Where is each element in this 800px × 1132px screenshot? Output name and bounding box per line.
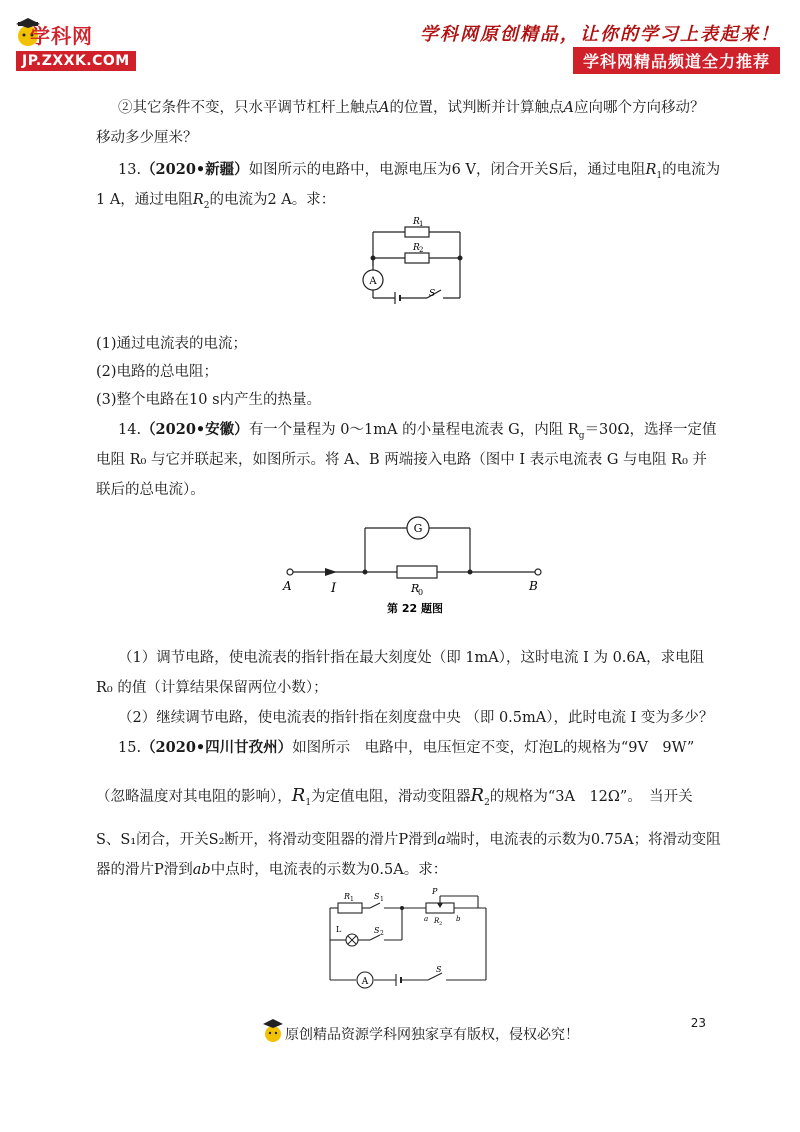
svg-text:R: R <box>413 243 420 253</box>
q13-line2: 1 A，通过电阻$R_2$的电流为2 A。求： <box>96 192 336 211</box>
svg-text:R: R <box>434 917 440 925</box>
svg-text:2: 2 <box>439 921 443 927</box>
svg-text:S: S <box>436 965 442 974</box>
logo-text: 学科网 <box>30 24 93 48</box>
q14-line1: 14.（2020•安徽）有一个量程为 0～1mA 的小量程电流表 G，内阻 $R_g=30\Omega$，选择一定值 <box>118 421 717 441</box>
q15-line4: 器的滑片P滑到ab中点时，电流表的示数为0.5A。求： <box>96 862 448 878</box>
q13-circuit-diagram <box>355 210 470 310</box>
svg-text:G: G <box>413 522 423 535</box>
svg-text:L: L <box>336 925 342 934</box>
svg-text:R: R <box>411 582 420 595</box>
current-arrow-icon <box>325 568 337 576</box>
q13-sub3: (3)整个电路在10 s内产生的热量。 <box>96 392 322 408</box>
header-banner: 学科网精品频道全力推荐 <box>573 47 780 74</box>
svg-text:R: R <box>413 217 420 227</box>
q13-sub2: (2)电路的总电阻； <box>96 364 219 380</box>
svg-text:A: A <box>361 977 369 987</box>
q13-sub1: (1)通过电流表的电流； <box>96 336 248 352</box>
q14-line2: 电阻 R₀ 与它并联起来，如图所示。将 A、B 两端接入电路（图中 I 表示电流表 G 与电阻 R₀ 并 <box>96 452 707 468</box>
logo-url: JP.ZXXK.COM <box>16 51 136 71</box>
q15-line3: S、S₁闭合，开关S₂断开，将滑动变阻器的滑片P滑到a端时，电流表的示数为0.75A；将滑动变阻 <box>96 832 721 848</box>
footer-mascot-icon <box>262 1018 284 1046</box>
svg-text:a: a <box>424 915 429 923</box>
svg-text:S: S <box>374 892 380 901</box>
q15-circuit-diagram <box>318 888 498 993</box>
svg-text:1: 1 <box>350 896 354 903</box>
q13-line1: 13.（2020•新疆）如图所示的电路中，电源电压为6 V，闭合开关S后，通过电阻$R_1$的电流为 <box>118 161 721 181</box>
footer-copyright: 原创精品资源学科网独家享有版权，侵权必究！ <box>285 1027 579 1043</box>
svg-text:I: I <box>331 581 337 596</box>
header-slogan: 学科网原创精品，让你的学习上表起来！ <box>420 24 780 45</box>
q12-line2: 移动多少厘米？ <box>96 130 198 146</box>
q15-line2: （忽略温度对其电阻的影响），$R_1$为定值电阻，滑动变阻器$R_2$的规格为“3A 12Ω”。 当开关 <box>96 785 693 808</box>
q14-line3: 联后的总电流）。 <box>96 482 205 498</box>
q14-circuit-diagram <box>275 510 555 615</box>
svg-text:R: R <box>344 892 351 901</box>
svg-text:2: 2 <box>380 930 384 937</box>
svg-text:第 22 题图: 第 22 题图 <box>387 602 443 615</box>
svg-text:A: A <box>283 579 292 593</box>
page-number: 23 <box>690 1016 706 1030</box>
svg-text:b: b <box>456 915 461 923</box>
svg-text:2: 2 <box>419 246 424 254</box>
svg-text:B: B <box>529 579 538 593</box>
q15-line1: 15.（2020•四川甘孜州）如图所示 电路中，电压恒定不变，灯泡L的规格为“9V 9W” <box>118 739 695 756</box>
svg-text:S: S <box>429 289 436 299</box>
q12-line1: ②其它条件不变，只水平调节杠杆上触点A的位置，试判断并计算触点A应向哪个方向移动？ <box>118 100 705 116</box>
svg-text:1: 1 <box>419 220 424 228</box>
svg-text:S: S <box>374 926 380 935</box>
svg-text:A: A <box>369 276 377 287</box>
svg-text:P: P <box>432 888 438 896</box>
q14-sub1-line2: R₀ 的值（计算结果保留两位小数）； <box>96 680 328 696</box>
q14-sub2: （2）继续调节电路，使电流表的指针指在刻度盘中央 （即 0.5mA），此时电流 I 变为多少？ <box>118 710 714 726</box>
svg-text:0: 0 <box>418 588 424 597</box>
svg-text:1: 1 <box>380 896 384 903</box>
q14-sub1-line1: （1）调节电路，使电流表的指针指在最大刻度处（即 1mA），这时电流 I 为 0.6A，求电阻 <box>118 650 705 666</box>
